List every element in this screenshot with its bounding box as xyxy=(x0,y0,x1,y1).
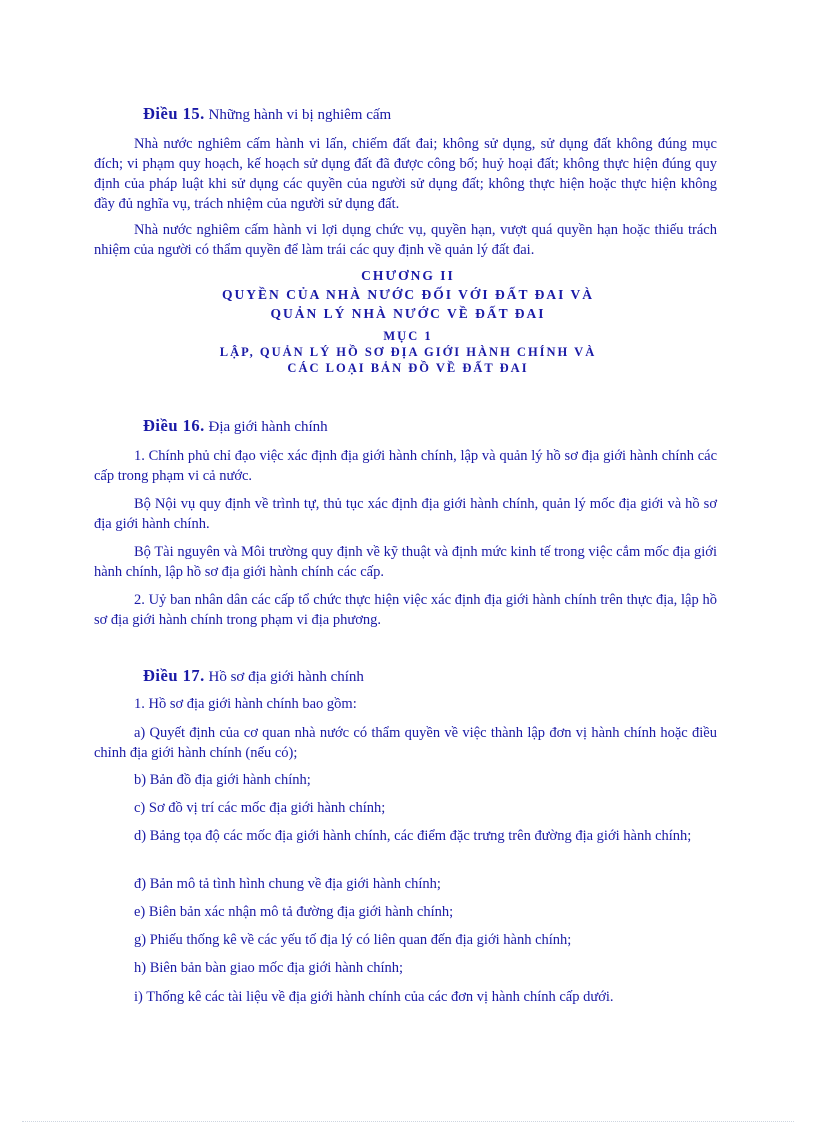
article-17-item-h: h) Biên bản bàn giao mốc địa giới hành chính; xyxy=(134,960,404,976)
section-title-line-1: LẬP, QUẢN LÝ HỒ SƠ ĐỊA GIỚI HÀNH CHÍNH VÀ xyxy=(219,345,597,359)
article-15-heading xyxy=(143,104,391,125)
article-16-paragraph-3: Bộ Tài nguyên và Môi trường quy định về kỹ thuật và định mức kinh tế trong việc cắm mốc địa giới hành chính, lập hồ sơ địa giới hành chính các cấp. xyxy=(94,544,717,580)
section-title-line-2: CÁC LOẠI BẢN ĐỒ VỀ ĐẤT ĐAI xyxy=(287,361,529,375)
article-15-title: Những hành vi bị nghiêm cấm xyxy=(208,107,392,123)
article-17-heading xyxy=(143,666,364,687)
article-17-intro: 1. Hồ sơ địa giới hành chính bao gồm: xyxy=(134,696,357,712)
article-17-item-i: i) Thống kê các tài liệu về địa giới hành chính của các đơn vị hành chính cấp dưới. xyxy=(134,989,614,1005)
article-17-item-dd: đ) Bản mô tả tình hình chung về địa giới hành chính; xyxy=(134,876,441,892)
article-16-paragraph-4: 2. Uỷ ban nhân dân các cấp tổ chức thực hiện việc xác định địa giới hành chính trên thực địa, lập hồ sơ địa giới hành chính trong phạm vi địa phương. xyxy=(94,592,717,628)
article-15-paragraph-2: Nhà nước nghiêm cấm hành vi lợi dụng chức vụ, quyền hạn, vượt quá quyền hạn hoặc thiếu trách nhiệm của người có thẩm quyền để làm trái các quy định về quản lý đất đai. xyxy=(94,222,717,258)
article-17-item-d: d) Bảng tọa độ các mốc địa giới hành chính, các điểm đặc trưng trên đường địa giới hành chính; xyxy=(134,828,692,844)
chapter-label: CHƯƠNG II xyxy=(361,268,455,283)
article-17-item-g: g) Phiếu thống kê về các yếu tố địa lý có liên quan đến địa giới hành chính; xyxy=(134,932,572,948)
article-15-number: Điều 15. xyxy=(143,104,205,123)
article-17-item-b: b) Bản đồ địa giới hành chính; xyxy=(134,772,311,788)
section-label: MỤC 1 xyxy=(383,329,433,343)
article-16-paragraph-1: 1. Chính phủ chỉ đạo việc xác định địa giới hành chính, lập và quản lý hồ sơ địa giới hành chính các cấp trong phạm vi cả nước. xyxy=(94,448,717,484)
article-16-heading xyxy=(143,416,328,437)
article-16-title: Địa giới hành chính xyxy=(208,419,328,435)
article-17-number: Điều 17. xyxy=(143,666,205,685)
article-17-title: Hồ sơ địa giới hành chính xyxy=(208,669,364,685)
chapter-title-line-1: QUYỀN CỦA NHÀ NƯỚC ĐỐI VỚI ĐẤT ĐAI VÀ xyxy=(221,287,595,302)
article-17-item-e: e) Biên bản xác nhận mô tả đường địa giới hành chính; xyxy=(134,904,454,920)
article-16-paragraph-2: Bộ Nội vụ quy định về trình tự, thủ tục xác định địa giới hành chính, quản lý mốc địa giới và hồ sơ địa giới hành chính. xyxy=(94,496,717,532)
article-15-paragraph-1: Nhà nước nghiêm cấm hành vi lấn, chiếm đất đai; không sử dụng, sử dụng đất không đúng mục đích; vi phạm quy hoạch, kế hoạch sử dụng đất đã được công bố; huỷ hoại đất; không thực hiện đúng quy định của pháp luật khi sử dụng các quyền của người sử dụng đất; không thực hiện hoặc thực hiện không đầy đủ nghĩa vụ, trách nhiệm của người sử dụng đất. xyxy=(94,136,717,212)
page-bottom-divider xyxy=(22,1121,794,1122)
chapter-title-line-2: QUẢN LÝ NHÀ NƯỚC VỀ ĐẤT ĐAI xyxy=(270,306,546,321)
article-17-item-c: c) Sơ đồ vị trí các mốc địa giới hành chính; xyxy=(134,800,386,816)
article-17-item-a: a) Quyết định của cơ quan nhà nước có thẩm quyền về việc thành lập đơn vị hành chính hoặc điều chỉnh địa giới hành chính (nếu có); xyxy=(94,725,717,761)
article-16-number: Điều 16. xyxy=(143,416,205,435)
